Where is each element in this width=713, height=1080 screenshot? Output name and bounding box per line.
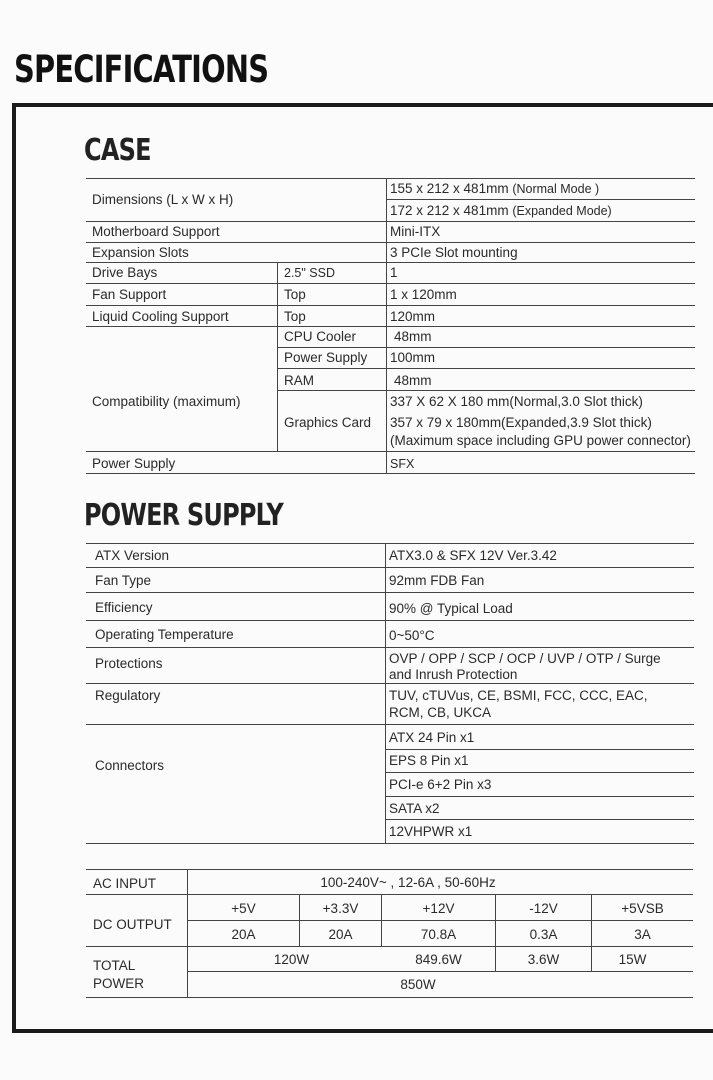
rule xyxy=(385,772,694,773)
rule xyxy=(86,242,695,243)
liquid-sub: Top xyxy=(284,309,306,324)
temp-label: Operating Temperature xyxy=(95,627,234,642)
rule xyxy=(86,997,693,998)
gpu-line2: 357 x 79 x 180mm(Expanded,3.9 Slot thick) xyxy=(390,415,652,430)
fan-type-label: Fan Type xyxy=(95,573,152,588)
gpu-line1: 337 X 62 X 180 mm(Normal,3.0 Slot thick) xyxy=(390,394,643,409)
rule xyxy=(86,305,695,306)
protections-label: Protections xyxy=(95,656,163,671)
rail-current: 20A xyxy=(231,927,256,942)
rule xyxy=(188,920,693,921)
rule xyxy=(86,543,694,544)
total-power-label-1: TOTAL xyxy=(93,958,136,973)
ram-label: RAM xyxy=(284,373,314,388)
page-title: SPECIFICATIONS xyxy=(14,48,269,91)
expansion-label: Expansion Slots xyxy=(92,245,189,260)
protections-line2: and Inrush Protection xyxy=(389,667,518,682)
rule xyxy=(86,262,695,263)
drive-sub: 2.5" SSD xyxy=(284,266,335,280)
dim-normal-value: 155 x 212 x 481mm xyxy=(390,181,509,196)
motherboard-label: Motherboard Support xyxy=(92,224,220,239)
ac-input-label: AC INPUT xyxy=(93,876,157,891)
ram-value: 48mm xyxy=(394,373,432,388)
dim-expanded-note: (Expanded Mode) xyxy=(512,204,612,218)
dim-expanded xyxy=(390,203,612,218)
rule xyxy=(86,567,694,568)
rule xyxy=(278,368,695,369)
rule xyxy=(86,894,693,895)
connector-item: ATX 24 Pin x1 xyxy=(389,730,475,745)
dim-normal xyxy=(390,181,599,196)
efficiency-value: 90% @ Typical Load xyxy=(389,601,513,616)
rail-current: 20A xyxy=(328,927,353,942)
atx-value: ATX3.0 & SFX 12V Ver.3.42 xyxy=(389,548,557,563)
rail-label: +5V xyxy=(231,901,256,916)
connector-item: SATA x2 xyxy=(389,801,440,816)
rule xyxy=(386,178,387,473)
rule xyxy=(86,620,694,621)
motherboard-value: Mini-ITX xyxy=(390,224,441,239)
rail-current: 0.3A xyxy=(529,927,558,942)
power-12v: 849.6W xyxy=(415,952,462,967)
rail-current: 3A xyxy=(634,927,651,942)
rule xyxy=(86,683,694,684)
fan-value: 1 x 120mm xyxy=(390,287,457,302)
psu-label: Power Supply xyxy=(284,350,368,365)
compat-label: Compatibility (maximum) xyxy=(92,394,241,409)
rule xyxy=(278,347,695,348)
rule xyxy=(86,843,694,844)
fan-sub: Top xyxy=(284,287,306,302)
rail-label: +5VSB xyxy=(621,901,664,916)
gpu-line3: (Maximum space including GPU power connector) xyxy=(390,433,691,448)
dimensions-label: Dimensions (L x W x H) xyxy=(92,192,234,207)
power-supply-heading: POWER SUPPLY xyxy=(84,498,283,533)
total-power-value: 850W xyxy=(400,977,436,992)
efficiency-label: Efficiency xyxy=(95,600,153,615)
rule xyxy=(86,724,694,725)
rail-label: +3.3V xyxy=(322,901,359,916)
drive-label: Drive Bays xyxy=(92,265,158,280)
total-power-label-2: POWER xyxy=(93,976,145,991)
rule xyxy=(385,749,694,750)
psu-value: 100mm xyxy=(390,350,436,365)
power-supply-label: Power Supply xyxy=(92,456,176,471)
rule xyxy=(86,178,695,179)
regulatory-label: Regulatory xyxy=(95,688,161,703)
rule xyxy=(86,221,695,222)
rule xyxy=(86,869,693,870)
temp-value: 0~50°C xyxy=(389,628,435,643)
rule xyxy=(86,473,695,474)
rule xyxy=(386,199,695,200)
gpu-label: Graphics Card xyxy=(284,415,372,430)
rule xyxy=(385,819,694,820)
rule xyxy=(86,451,695,452)
dim-normal-note: (Normal Mode ) xyxy=(512,182,600,196)
rule xyxy=(278,390,695,391)
rule xyxy=(385,543,386,843)
rail-current: 70.8A xyxy=(420,927,457,942)
connector-item: 12VHPWR x1 xyxy=(389,824,473,839)
power-5v-33v: 120W xyxy=(273,952,310,967)
fan-type-value: 92mm FDB Fan xyxy=(389,573,485,588)
cpu-label: CPU Cooler xyxy=(284,329,357,344)
rule xyxy=(86,592,694,593)
case-heading: CASE xyxy=(84,133,151,168)
rule xyxy=(188,971,693,972)
regulatory-line1: TUV, cTUVus, CE, BSMI, FCC, CCC, EAC, xyxy=(389,688,648,703)
rail-label: +12V xyxy=(422,901,455,916)
regulatory-line2: RCM, CB, UKCA xyxy=(389,705,492,720)
power-supply-value: SFX xyxy=(390,457,415,471)
fan-label: Fan Support xyxy=(92,287,167,302)
ac-input-value: 100-240V~ , 12-6A , 50-60Hz xyxy=(320,875,496,890)
atx-label: ATX Version xyxy=(95,548,170,563)
rule xyxy=(277,262,278,451)
drive-value: 1 xyxy=(390,265,398,280)
rule xyxy=(86,647,694,648)
connectors-label: Connectors xyxy=(95,758,165,773)
cpu-value: 48mm xyxy=(394,329,432,344)
connector-item: PCI-e 6+2 Pin x3 xyxy=(389,777,492,792)
power-5vsb: 15W xyxy=(618,952,647,967)
connector-item: EPS 8 Pin x1 xyxy=(389,753,469,768)
liquid-label: Liquid Cooling Support xyxy=(92,309,229,324)
dim-expanded-value: 172 x 212 x 481mm xyxy=(390,203,509,218)
rule xyxy=(86,283,695,284)
rule xyxy=(86,946,693,947)
rule xyxy=(86,326,695,327)
rail-label: -12V xyxy=(529,901,558,916)
dc-output-label: DC OUTPUT xyxy=(93,917,172,932)
protections-line1: OVP / OPP / SCP / OCP / UVP / OTP / Surge xyxy=(389,651,661,666)
expansion-value: 3 PCIe Slot mounting xyxy=(390,245,518,260)
rule xyxy=(385,796,694,797)
power-minus-12v: 3.6W xyxy=(527,952,560,967)
liquid-value: 120mm xyxy=(390,309,436,324)
